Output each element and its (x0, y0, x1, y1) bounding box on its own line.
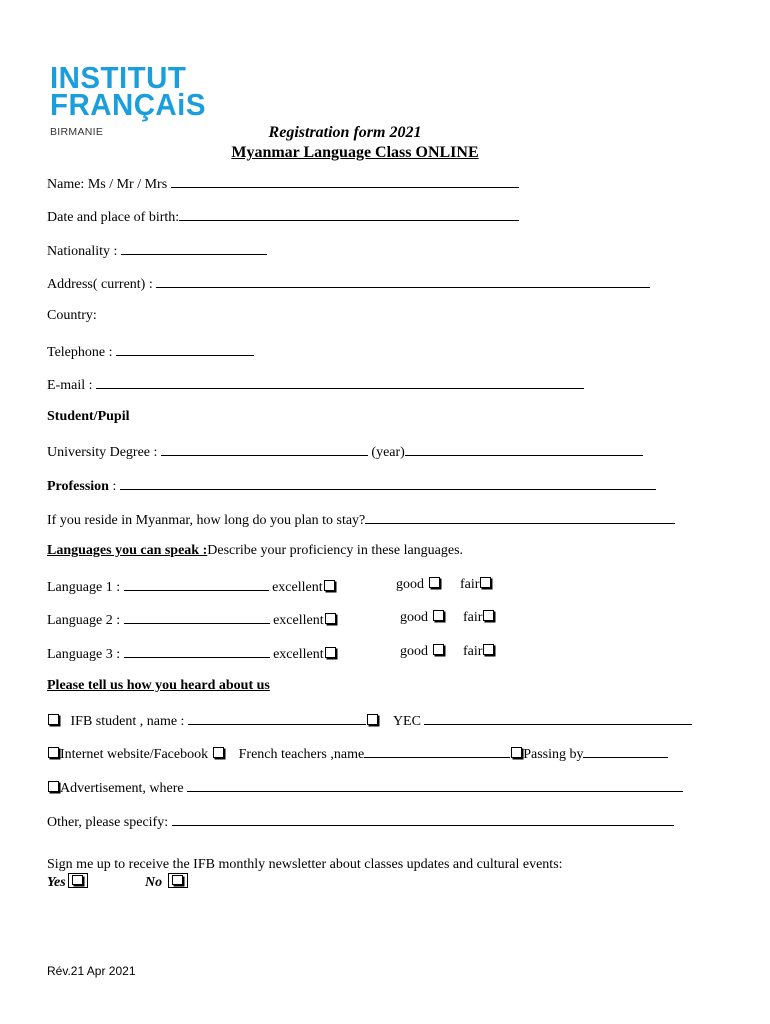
passing-by-field[interactable] (583, 743, 668, 758)
language-3-fair (463, 643, 495, 661)
stay-label: If you reside in Myanmar, how long do you plan to stay? (47, 513, 366, 528)
student-heading: Student/Pupil (47, 409, 130, 424)
language-1-excellent-checkbox[interactable] (324, 580, 335, 591)
languages-heading: Languages you can speak : (47, 543, 208, 558)
newsletter-yes-checkbox[interactable] (68, 873, 88, 888)
advertisement-label: Advertisement, where (60, 781, 184, 796)
language-3-fair-checkbox[interactable] (483, 644, 494, 655)
language-1-fair (460, 576, 492, 594)
newsletter-no (145, 873, 188, 892)
advertisement-field[interactable] (187, 777, 683, 792)
nationality-row (47, 240, 267, 261)
revision-footer: Rév.21 Apr 2021 (47, 964, 136, 978)
language-2-field[interactable] (124, 609, 270, 624)
logo-line-1: INSTITUT (50, 60, 187, 95)
ifb-student-field[interactable] (188, 710, 366, 725)
nationality-label: Nationality : (47, 244, 118, 259)
languages-description: Describe your proficiency in these languages. (207, 543, 464, 558)
language-2-good-label: good (400, 610, 428, 625)
language-2-label: Language 2 : (47, 613, 121, 628)
language-3-excellent-label: excellent (273, 647, 324, 662)
other-label: Other, please specify: (47, 815, 169, 830)
country-label: Country: (47, 308, 97, 323)
year-field[interactable] (405, 441, 643, 456)
language-1-good-label: good (396, 577, 424, 592)
dob-label: Date and place of birth: (47, 210, 180, 225)
degree-label: University Degree : (47, 445, 158, 460)
heard-heading: Please tell us how you heard about us (47, 678, 270, 693)
newsletter-yes (47, 873, 88, 892)
logo-line-2: FRANÇAiS (50, 87, 206, 122)
internet-checkbox[interactable] (48, 747, 59, 758)
email-field[interactable] (96, 374, 584, 389)
profession-label: Profession (47, 479, 109, 494)
language-1-field[interactable] (124, 576, 269, 591)
year-label: (year) (371, 445, 405, 460)
email-row (47, 374, 584, 395)
address-field[interactable] (156, 273, 650, 288)
other-row (47, 811, 674, 832)
languages-row (47, 542, 463, 560)
name-label: Name: Ms / Mr / Mrs (47, 177, 168, 192)
language-3-label: Language 3 : (47, 647, 121, 662)
language-2-good (400, 609, 445, 627)
yec-checkbox[interactable] (367, 714, 378, 725)
profession-colon: : (108, 479, 117, 494)
language-1-row (47, 576, 336, 597)
language-1-label: Language 1 : (47, 580, 121, 595)
language-2-excellent-checkbox[interactable] (325, 613, 336, 624)
other-field[interactable] (172, 811, 674, 826)
french-teachers-label: French teachers ,name (238, 747, 365, 762)
degree-field[interactable] (161, 441, 368, 456)
nationality-field[interactable] (121, 240, 267, 255)
passing-by-label: Passing by (523, 747, 584, 762)
form-title: Registration form 2021 (268, 124, 422, 141)
telephone-field[interactable] (116, 341, 254, 356)
profession-field[interactable] (120, 475, 656, 490)
name-field[interactable] (171, 173, 519, 188)
stay-row (47, 509, 675, 530)
language-2-fair-label: fair (463, 610, 483, 625)
language-1-fair-checkbox[interactable] (480, 577, 491, 588)
newsletter-no-label: No (145, 875, 163, 890)
language-3-good (400, 643, 445, 661)
telephone-row (47, 341, 254, 362)
address-label: Address( current) : (47, 277, 153, 292)
language-2-row (47, 609, 337, 630)
language-1-good-checkbox[interactable] (429, 577, 440, 588)
form-subtitle: Myanmar Language Class ONLINE (231, 144, 479, 161)
newsletter-text: Sign me up to receive the IFB monthly newsletter about classes updates and cultural events: (47, 857, 563, 872)
language-3-good-checkbox[interactable] (433, 644, 444, 655)
yec-label: YEC (392, 714, 421, 729)
language-3-good-label: good (400, 644, 428, 659)
french-teachers-field[interactable] (364, 743, 510, 758)
ifb-student-label: IFB student , name : (70, 714, 185, 729)
stay-field[interactable] (365, 509, 675, 524)
language-2-excellent-label: excellent (273, 613, 324, 628)
profession-row (47, 475, 656, 496)
ifb-student-row (47, 710, 692, 731)
language-1-fair-label: fair (460, 577, 480, 592)
address-row (47, 273, 650, 294)
dob-row (47, 206, 519, 227)
dob-field[interactable] (179, 206, 519, 221)
language-3-row (47, 643, 337, 664)
newsletter-yes-label: Yes (47, 875, 66, 890)
language-3-field[interactable] (124, 643, 270, 658)
language-1-good (396, 576, 441, 594)
language-2-fair (463, 609, 495, 627)
newsletter-no-checkbox[interactable] (168, 873, 188, 888)
country-row (47, 307, 97, 325)
ifb-student-checkbox[interactable] (48, 714, 59, 725)
french-teachers-checkbox[interactable] (213, 747, 224, 758)
language-3-excellent-checkbox[interactable] (325, 647, 336, 658)
passing-by-checkbox[interactable] (511, 747, 522, 758)
yec-field[interactable] (424, 710, 692, 725)
internet-row (47, 743, 668, 764)
logo-subtitle: BIRMANIE (50, 126, 104, 138)
email-label: E-mail : (47, 378, 93, 393)
advertisement-checkbox[interactable] (48, 781, 59, 792)
language-2-good-checkbox[interactable] (433, 610, 444, 621)
advertisement-row (47, 777, 683, 798)
degree-row (47, 441, 643, 462)
internet-label: Internet website/Facebook (60, 747, 209, 762)
name-row (47, 173, 519, 194)
language-3-fair-label: fair (463, 644, 483, 659)
language-2-fair-checkbox[interactable] (483, 610, 494, 621)
telephone-label: Telephone : (47, 345, 113, 360)
language-1-excellent-label: excellent (272, 580, 323, 595)
